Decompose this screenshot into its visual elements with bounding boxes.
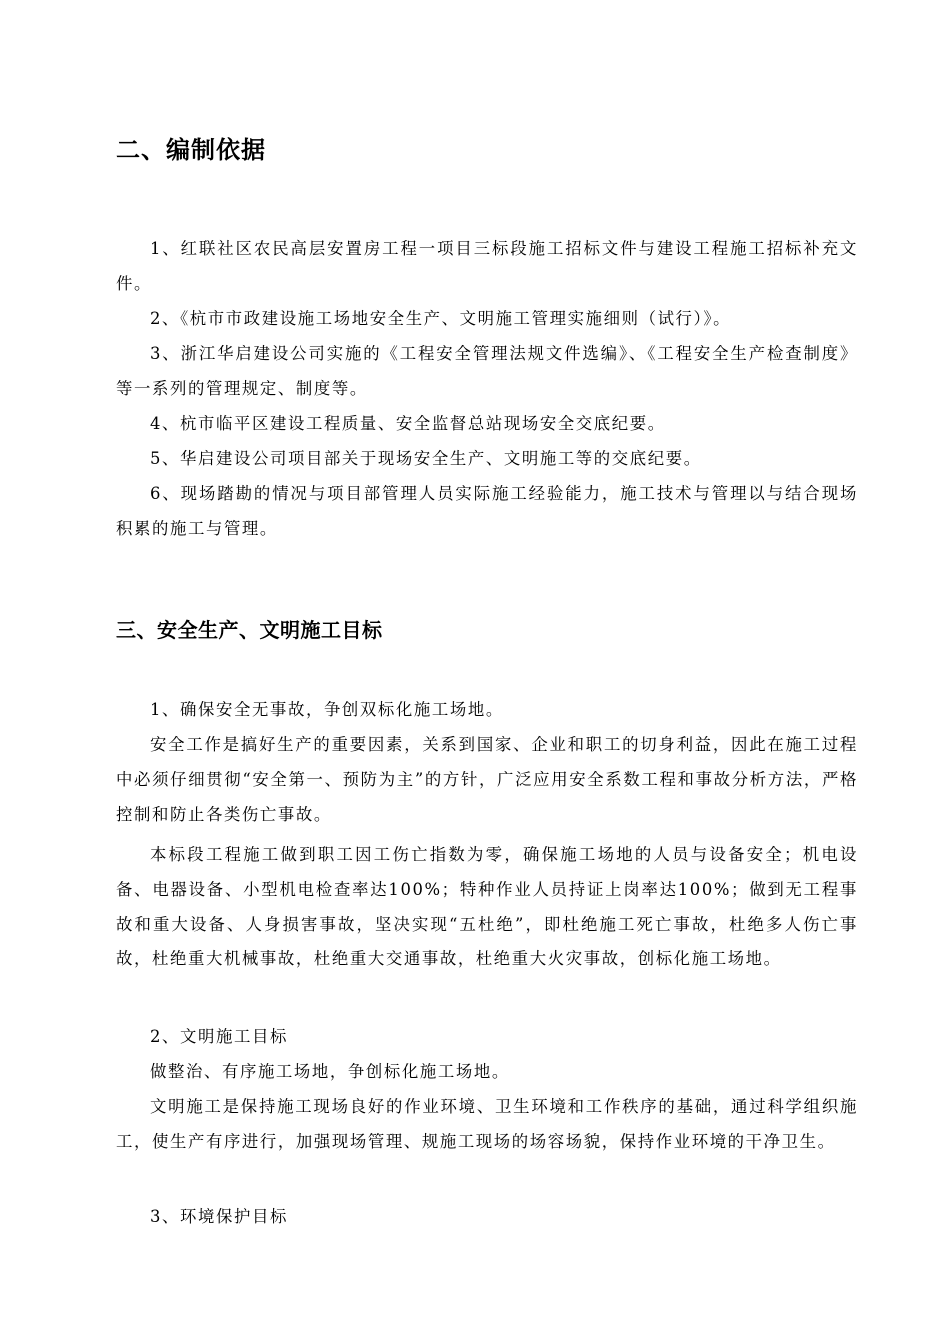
goal-1-paragraph-1: 安全工作是搞好生产的重要因素，关系到国家、企业和职工的切身利益，因此在施工过程中必须仔细贯彻“安全第一、预防为主”的方针，广泛应用安全系数工程和事故分析方法，严格控制和防止各类伤亡事故。 [116,735,858,824]
section-heading-goals: 三、安全生产、文明施工目标 [116,618,383,642]
goal-1-paragraph-2: 本标段工程施工做到职工因工伤亡指数为零，确保施工场地的人员与设备安全；机电设备、电器设备、小型机电检查率达100%；特种作业人员持证上岗率达100%；做到无工程事故和重大设备、人身损害事故，坚决实现“五杜绝”，即杜绝施工死亡事故，杜绝多人伤亡事故，杜绝重大机械事故，杜绝重大交通事故，杜绝重大火灾事故，创标化施工场地。 [116,845,858,969]
section-heading-basis: 二、编制依据 [116,136,266,164]
basis-item-6: 6、现场踏勘的情况与项目部管理人员实际施工经验能力，施工技术与管理以与结合现场积累的施工与管理。 [116,484,858,538]
basis-item-2: 2、《杭市市政建设施工场地安全生产、文明施工管理实施细则（试行）》。 [150,309,732,328]
basis-item-1: 1、红联社区农民高层安置房工程一项目三标段施工招标文件与建设工程施工招标补充文件。 [116,239,858,293]
goal-2-paragraph-1: 做整治、有序施工场地，争创标化施工场地。 [150,1062,510,1081]
goal-2-paragraph-2: 文明施工是保持施工现场良好的作业环境、卫生环境和工作秩序的基础，通过科学组织施工，使生产有序进行，加强现场管理、规施工现场的场容场貌，保持作业环境的干净卫生。 [116,1097,858,1151]
basis-item-5: 5、华启建设公司项目部关于现场安全生产、文明施工等的交底纪要。 [150,449,702,468]
goal-2-title: 2、文明施工目标 [150,1027,288,1046]
basis-item-4: 4、杭市临平区建设工程质量、安全监督总站现场安全交底纪要。 [150,414,666,433]
goal-3-title: 3、环境保护目标 [150,1207,288,1226]
basis-item-3: 3、浙江华启建设公司实施的《工程安全管理法规文件选编》、《工程安全生产检查制度》等一系列的管理规定、制度等。 [116,344,858,398]
goal-1-title: 1、确保安全无事故，争创双标化施工场地。 [150,700,504,719]
